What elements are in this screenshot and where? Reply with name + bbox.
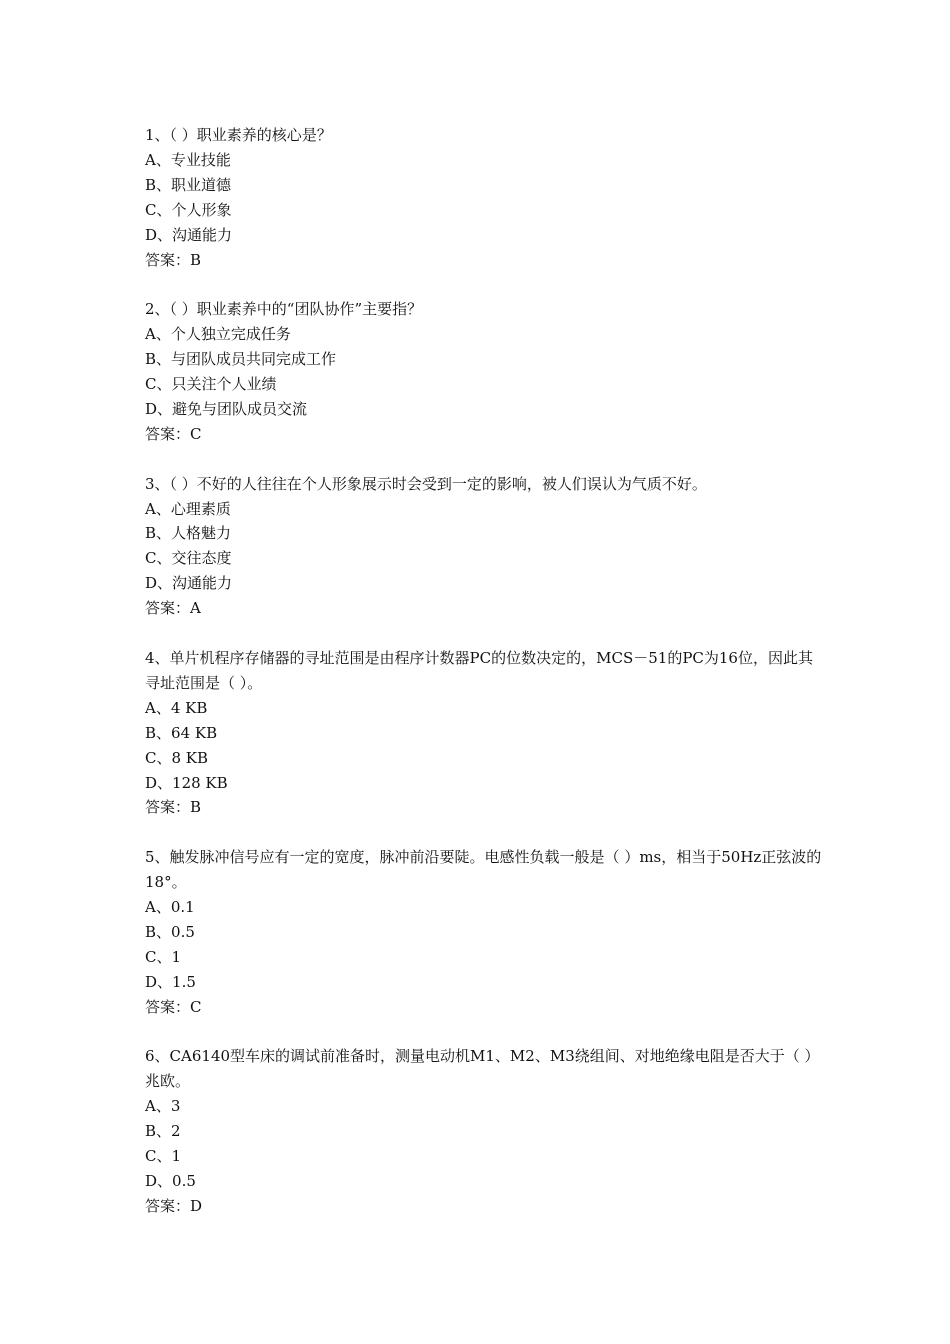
answer: 答案：B (145, 250, 202, 269)
question-stem: 4、单片机程序存储器的寻址范围是由程序计数器PC的位数决定的，MCS－51的PC为16位，因此其寻址范围是（ ）。 (145, 648, 813, 692)
option-a: A、心理素质 (145, 499, 231, 518)
document-page (145, 123, 825, 1244)
answer: 答案：A (145, 599, 201, 618)
option-b: B、2 (145, 1122, 181, 1141)
question-5 (145, 845, 825, 1019)
option-b: B、人格魅力 (145, 524, 232, 543)
option-b: B、0.5 (145, 922, 195, 941)
option-d: D、避免与团队成员交流 (145, 399, 308, 418)
answer: 答案：D (145, 1196, 203, 1215)
option-d: D、1.5 (145, 972, 196, 991)
answer: 答案：C (145, 424, 202, 443)
option-c: C、1 (145, 1147, 182, 1166)
question-4 (145, 646, 825, 820)
option-a: A、0.1 (145, 898, 195, 917)
question-6 (145, 1044, 825, 1218)
option-c: C、1 (145, 947, 182, 966)
option-d: D、0.5 (145, 1171, 196, 1190)
option-d: D、沟通能力 (145, 574, 233, 593)
option-c: C、个人形象 (145, 200, 232, 219)
question-2 (145, 297, 825, 446)
option-b: B、与团队成员共同完成工作 (145, 350, 337, 369)
question-stem: 1、（ ）职业素养的核心是？ (145, 126, 332, 144)
option-c: C、只关注个人业绩 (145, 375, 277, 394)
question-stem: 5、触发脉冲信号应有一定的宽度，脉冲前沿要陡。电感性负载一般是（ ）ms，相当于50Hz正弦波的18°。 (145, 848, 822, 892)
question-3 (145, 472, 825, 621)
option-a: A、3 (145, 1097, 181, 1116)
option-c: C、8 KB (145, 748, 209, 767)
answer: 答案：C (145, 997, 202, 1016)
option-a: A、专业技能 (145, 150, 231, 169)
option-b: B、职业道德 (145, 175, 232, 194)
option-d: D、128 KB (145, 773, 228, 792)
question-stem: 3、（ ）不好的人往往在个人形象展示时会受到一定的影响，被人们误认为气质不好。 (145, 474, 707, 493)
question-stem: 6、CA6140型车床的调试前准备时，测量电动机M1、M2、M3绕组间、对地绝缘电阻是否大于（ ）兆欧。 (145, 1047, 820, 1091)
option-a: A、个人独立完成任务 (145, 325, 291, 344)
answer: 答案：B (145, 798, 202, 817)
question-1 (145, 123, 825, 272)
option-b: B、64 KB (145, 723, 218, 742)
option-d: D、沟通能力 (145, 225, 233, 244)
option-a: A、4 KB (145, 698, 208, 717)
option-c: C、交往态度 (145, 549, 232, 568)
question-stem: 2、（ ）职业素养中的“团队协作”主要指？ (145, 300, 423, 319)
